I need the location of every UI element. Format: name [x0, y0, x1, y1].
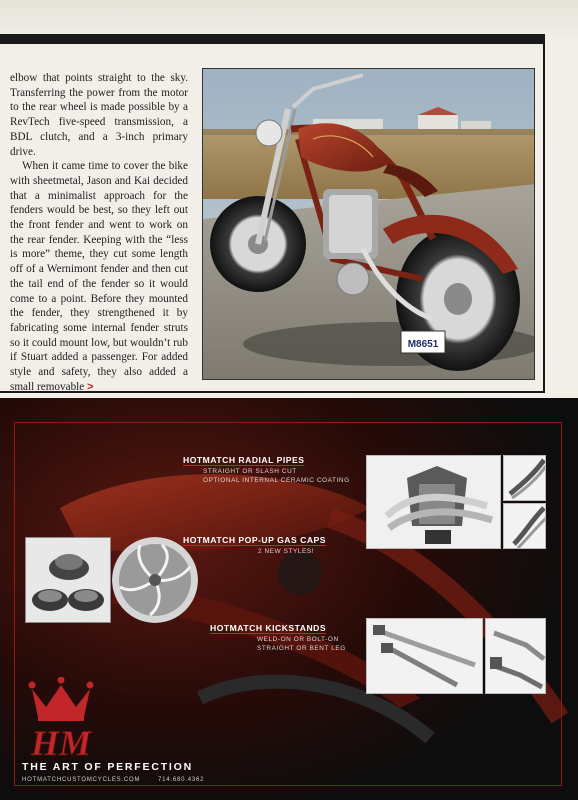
article-paragraph-2-text: When it came time to cover the bike with sheetmetal, Jason and Kai decided that a minimalist approach for the fenders would be best, so they left out the front fender and went to work on the rear fender. Keeping with the “less is more” theme, they cut some length off of a Wernimont fender and then cut the tail end of the fender so it would come to a point. Before they mounted the fender, they strengthened it by fabricating some internal fender struts so it could mount low, but wouldn’t rub if Stuart added a passenger. For added style and safety, they also added a small removable: [10, 160, 188, 393]
radial-pipes-engine-art: [367, 456, 501, 549]
continue-marker: >: [87, 380, 94, 393]
gas-cap-swirl-art: [112, 537, 198, 623]
product-desc-line: STRAIGHT OR BENT LEG: [257, 645, 346, 652]
product-desc-line: OPTIONAL INTERNAL CERAMIC COATING: [203, 477, 350, 484]
product-title-gas-caps: HOTMATCH POP-UP GAS CAPS: [183, 535, 326, 545]
ad-website[interactable]: HOTMATCHCUSTOMCYCLES.COM: [22, 777, 141, 783]
article-body: [10, 71, 188, 394]
product-title-radial-pipes: HOTMATCH RADIAL PIPES: [183, 455, 305, 465]
hotmatch-crown-logo: [22, 677, 100, 761]
product-desc-line: STRAIGHT OR SLASH CUT: [203, 468, 297, 475]
kickstand-straight-image: [366, 618, 483, 694]
article-paragraph-2: [10, 159, 188, 394]
article-paragraph-1: elbow that points straight to the sky. Transferring the power from the motor to the rear wheel is made possible by a RevTech five-speed transmission, a BDL clutch, and a 3-inch primary drive.: [10, 72, 188, 158]
license-plate-text: M8651: [407, 339, 439, 350]
ad-tagline: THE ART OF PERFECTION: [22, 761, 193, 773]
kickstand-bent-art: [486, 619, 546, 694]
bike-photo: [202, 68, 535, 380]
product-desc-line: 2 NEW STYLES!: [258, 548, 315, 555]
radial-pipe-slash-art: [504, 504, 546, 549]
editorial-section: [0, 0, 578, 398]
product-desc-line: WELD-ON OR BOLT-ON: [257, 636, 339, 643]
logo-letters: HM: [30, 723, 92, 761]
product-desc-radial-pipes: [203, 467, 350, 485]
header-bar: [0, 34, 545, 44]
kickstand-bent-image: [485, 618, 546, 694]
product-desc-kickstands: [257, 635, 346, 653]
radial-pipe-straight-image: [503, 455, 546, 501]
product-title-kickstands: HOTMATCH KICKSTANDS: [210, 623, 327, 633]
gas-caps-pair-image: [25, 537, 111, 623]
radial-pipe-slash-image: [503, 503, 546, 549]
radial-pipe-straight-art: [504, 456, 546, 501]
kickstand-straight-art: [367, 619, 483, 694]
gas-cap-swirl-image: [112, 537, 198, 623]
header-rule: [0, 0, 578, 44]
product-desc-gas-caps: [258, 547, 314, 556]
gas-caps-pair-art: [26, 538, 111, 623]
radial-pipes-engine-image: [366, 455, 501, 549]
bike-photo-illustration: [203, 69, 535, 380]
ad-phone: 714.680.4362: [158, 777, 205, 783]
